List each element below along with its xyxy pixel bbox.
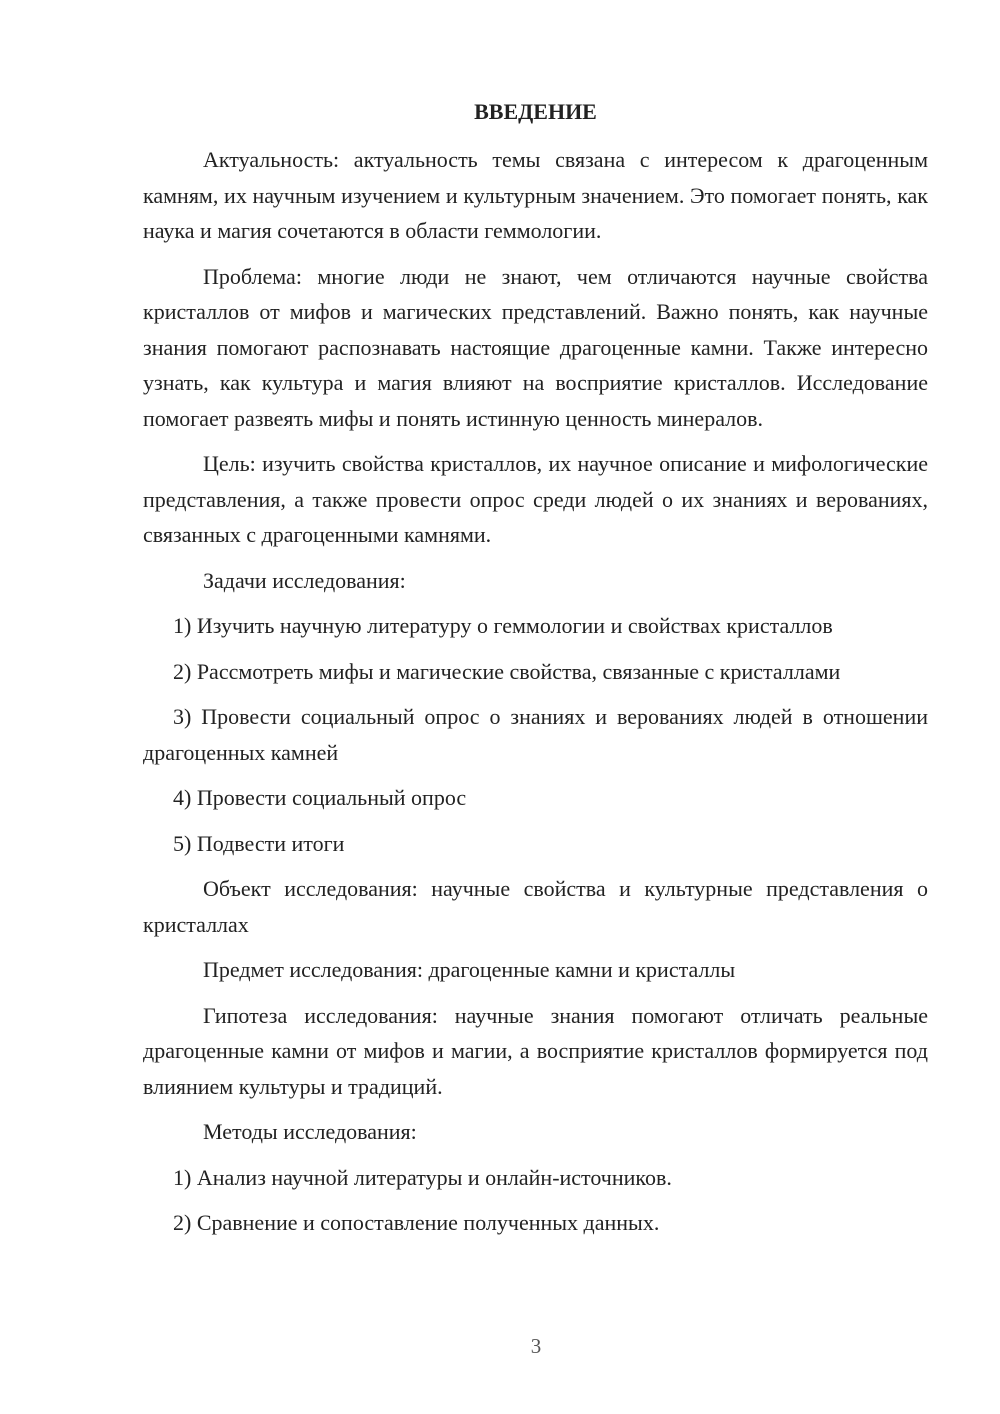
method-item-2: 2) Сравнение и сопоставление полученных данных. [173,1210,660,1235]
paragraph-hypothesis: Гипотеза исследования: научные знания помогают отличать реальные драгоценные камни от мифов и магии, а восприятие кристаллов формируется под влиянием культуры и традиций. [143,1002,928,1099]
paragraph-problem: Проблема: многие люди не знают, чем отличаются научные свойства кристаллов от мифов и магических представлений. Важно понять, как научные знания помогают распознавать настоящие драгоценные камни. Также интересно узнать, как культура и магия влияют на восприятие кристаллов. Исследование помогает развеять мифы и понять истинную ценность минералов. [143,263,928,431]
paragraph-relevance: Актуальность: актуальность темы связана с интересом к драгоценным камням, их научным изучением и культурным значением. Это помогает понять, как наука и магия сочетаются в области геммологии. [143,147,928,243]
paragraph-methods-title: Методы исследования: [203,1119,417,1144]
task-item-4: 4) Провести социальный опрос [173,785,467,810]
paragraph-goal: Цель: изучить свойства кристаллов, их научное описание и мифологические представления, а также провести опрос среди людей о их знаниях и верованиях, связанных с драгоценными камнями. [143,451,928,547]
paragraph-subject: Предмет исследования: драгоценные камни и кристаллы [203,957,736,982]
task-item-5: 5) Подвести итоги [173,830,345,856]
page-number: 3 [530,1334,542,1358]
paragraph-object: Объект исследования: научные свойства и культурные представления о кристаллах [143,876,928,937]
task-item-2: 2) Рассмотреть мифы и магические свойства, связанные с кристаллами [173,658,841,684]
method-item-1: 1) Анализ научной литературы и онлайн-источников. [173,1164,672,1190]
task-item-1: 1) Изучить научную литературу о геммологии и свойствах кристаллов [173,613,833,638]
body-text [143,142,928,1251]
task-item-3: 3) Провести социальный опрос о знаниях и верованиях людей в отношении драгоценных камней [143,704,928,765]
paragraph-tasks-title: Задачи исследования: [203,567,406,593]
page-heading: ВВЕДЕНИЕ [474,99,597,124]
